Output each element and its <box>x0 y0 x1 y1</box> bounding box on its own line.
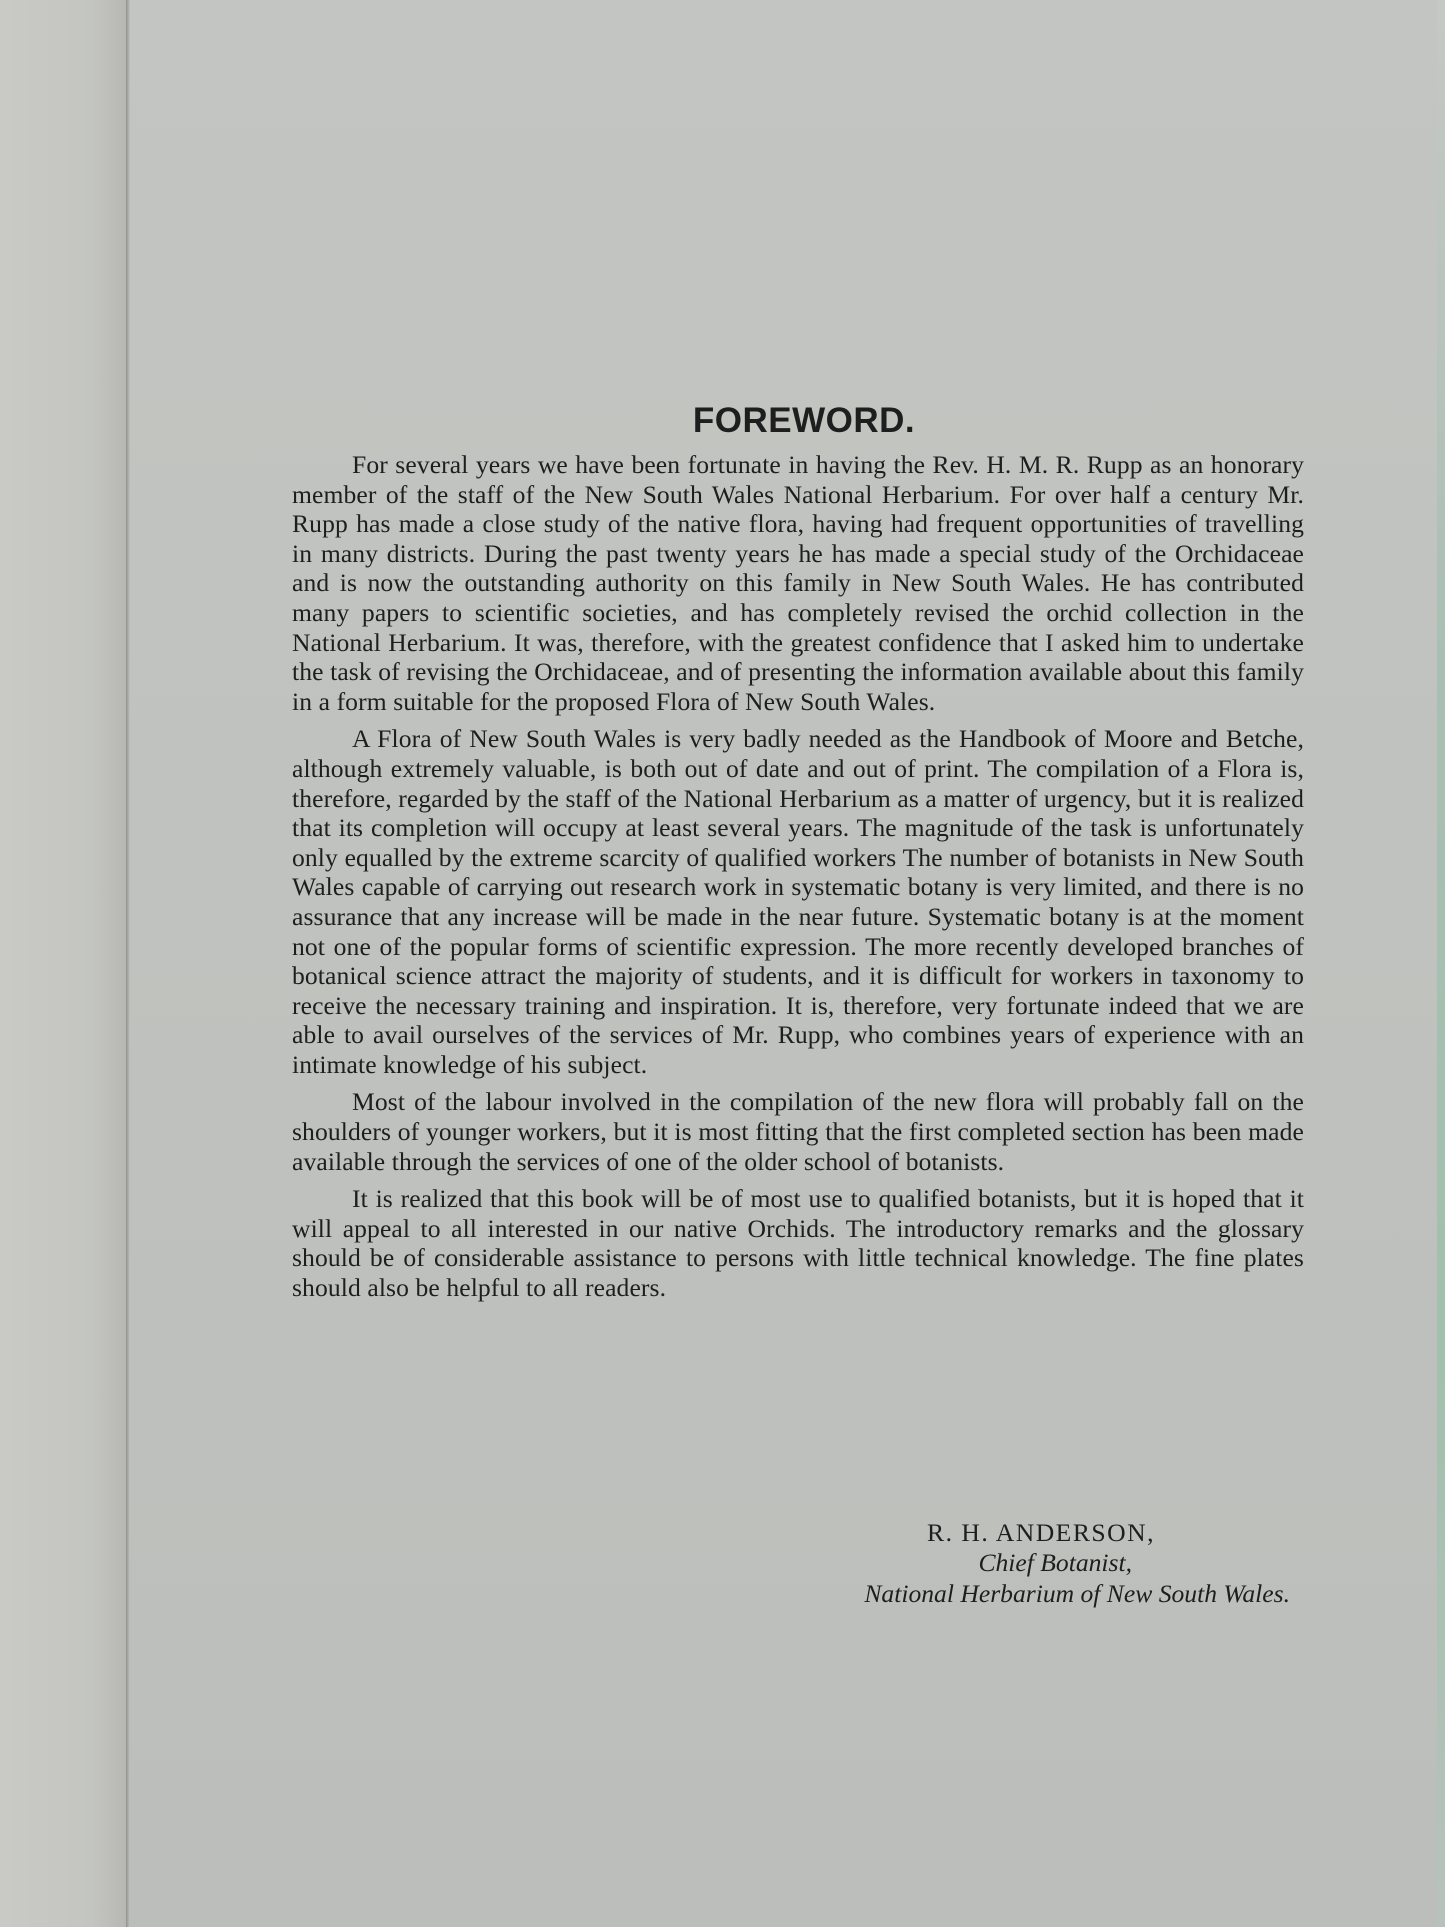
page-edge <box>1437 0 1445 1927</box>
left-page <box>0 0 130 1927</box>
paragraph-1: For several years we have been fortunate in having the Rev. H. M. R. Rupp as an honorary member of the staff of the New South Wales National Herbarium. For over half a century Mr. Rupp has made a close study of the native flora, having had frequent opportunities of travelling in many districts. During the past twenty years he has made a special study of the Orchidaceae and is now the outstanding authority on this family in New South Wales. He has contributed many papers to scientific societies, and has completely revised the orchid collection in the National Herbarium. It was, therefore, with the greatest confidence that I asked him to undertake the task of revising the Orchidaceae, and of presenting the information available about this family in a form suitable for the proposed Flora of New South Wales. <box>292 450 1304 716</box>
signature-block <box>730 1518 1290 1610</box>
paragraph-2: A Flora of New South Wales is very badly needed as the Handbook of Moore and Betche, although extremely valuable, is both out of date and out of print. The compilation of a Flora is, therefore, regarded by the staff of the National Herbarium as a matter of urgency, but it is realized that its completion will occupy at least several years. The magnitude of the task is unfortunately only equalled by the extreme scarcity of qualified workers The number of botanists in New South Wales capable of carrying out research work in systematic botany is very limited, and there is no assurance that any increase will be made in the near future. Systematic botany is at the moment not one of the popular forms of scientific expression. The more recently developed branches of botanical science attract the majority of students, and it is difficult for workers in taxonomy to receive the necessary training and inspiration. It is, therefore, very fortunate indeed that we are able to avail ourselves of the services of Mr. Rupp, who combines years of experience with an intimate knowledge of his subject. <box>292 724 1304 1079</box>
signature-title: Chief Botanist, <box>978 1548 1132 1577</box>
page-title: FOREWORD. <box>692 401 916 440</box>
paragraph-3: Most of the labour involved in the compilation of the new flora will probably fall on the shoulders of younger workers, but it is most fitting that the first completed section has been made available through the services of one of the older school of botanists. <box>292 1087 1304 1176</box>
foreword-content <box>292 398 1304 1608</box>
paragraph-4: It is realized that this book will be of most use to qualified botanists, but it is hoped that it will appeal to all interested in our native Orchids. The introductory remarks and the glossary should be of considerable assistance to persons with little technical knowledge. The fine plates should also be helpful to all readers. <box>292 1184 1304 1303</box>
signature-institution: National Herbarium of New South Wales. <box>864 1579 1290 1608</box>
signature-name: R. H. ANDERSON, <box>927 1518 1155 1547</box>
